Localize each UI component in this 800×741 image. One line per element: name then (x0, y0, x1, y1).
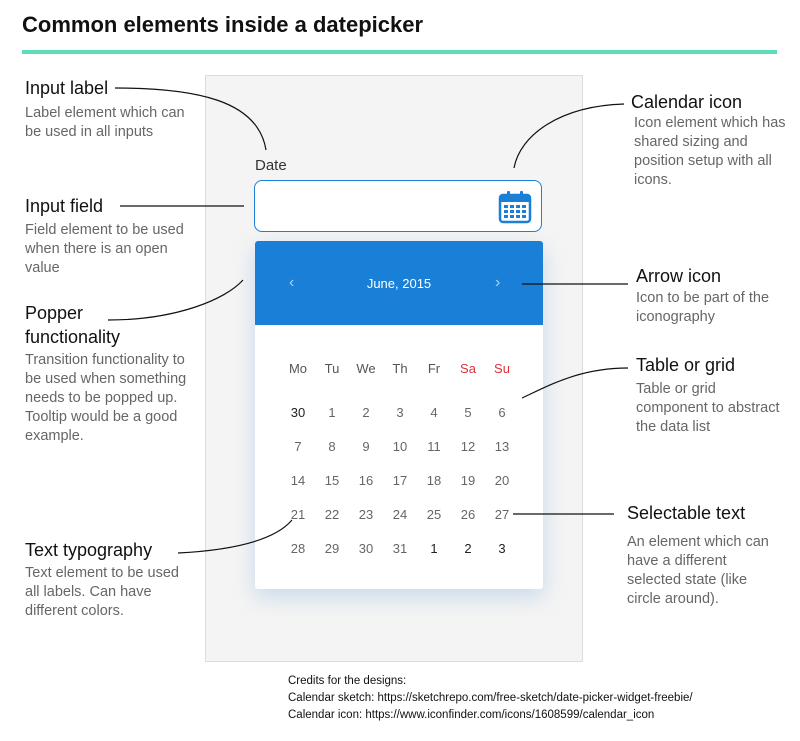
day-cell[interactable]: 13 (494, 439, 510, 454)
day-cell[interactable]: 26 (460, 507, 476, 522)
day-cell[interactable]: 21 (290, 507, 306, 522)
annotation-calendar-icon-desc: Icon element which has shared sizing and position setup with all icons. (634, 115, 786, 188)
day-cell[interactable]: 3 (498, 541, 506, 556)
day-cell[interactable]: 2 (464, 541, 472, 556)
title-divider (22, 50, 777, 54)
day-cell[interactable]: 25 (426, 507, 442, 522)
annotation-input-field-title: Input field (25, 196, 104, 216)
day-cell[interactable]: 23 (358, 507, 374, 522)
chevron-right-icon[interactable]: › (495, 274, 501, 291)
month-label: June, 2015 (366, 276, 432, 291)
annotation-calendar-icon-title: Calendar icon (631, 92, 743, 112)
weekday-header: Fr (427, 361, 441, 376)
day-cell[interactable]: 20 (494, 473, 510, 488)
annotation-popper-desc: Transition functionality to be used when something needs to be popped up. Tooltip would be a good example. (25, 352, 187, 444)
weekday-header: Mo (288, 361, 308, 376)
day-cell[interactable]: 1 (328, 405, 336, 420)
annotation-table-grid-desc: Table or grid component to abstract the data list (636, 381, 780, 435)
chevron-left-icon[interactable]: ‹ (289, 274, 295, 291)
day-cell[interactable]: 19 (460, 473, 476, 488)
calendar-icon[interactable] (498, 190, 532, 224)
annotation-arrow-icon-title: Arrow icon (636, 266, 722, 286)
day-cell[interactable]: 31 (392, 541, 408, 556)
calendar-header (255, 241, 543, 325)
day-cell[interactable]: 10 (392, 439, 408, 454)
credits-sketch: Calendar sketch: https://sketchrepo.com/free-sketch/date-picker-widget-freebie/ (288, 692, 693, 704)
annotation-selectable-text-title: Selectable text (627, 503, 746, 523)
annotation-input-label-desc: Label element which can be used in all inputs (25, 105, 185, 140)
date-input-label: Date (255, 157, 287, 174)
day-cell[interactable]: 17 (392, 473, 408, 488)
day-cell[interactable]: 18 (426, 473, 442, 488)
weekday-header: We (356, 361, 376, 376)
credits-icon: Calendar icon: https://www.iconfinder.com/icons/1608599/calendar_icon (288, 709, 655, 721)
day-cell[interactable]: 7 (294, 439, 302, 454)
annotation-arrow-icon-desc: Icon to be part of the iconography (636, 290, 770, 325)
day-cell[interactable]: 28 (290, 541, 306, 556)
day-cell[interactable]: 30 (290, 405, 306, 420)
day-cell[interactable]: 9 (362, 439, 370, 454)
weekday-header: Su (494, 361, 510, 376)
day-cell[interactable]: 5 (464, 405, 472, 420)
page-title: Common elements inside a datepicker (22, 12, 424, 37)
day-cell[interactable]: 29 (324, 541, 340, 556)
day-cell[interactable]: 12 (460, 439, 476, 454)
day-cell[interactable]: 24 (392, 507, 408, 522)
day-cell[interactable]: 14 (290, 473, 306, 488)
weekday-header: Th (392, 361, 408, 376)
day-cell[interactable]: 22 (324, 507, 340, 522)
day-cell[interactable]: 30 (358, 541, 374, 556)
day-cell[interactable]: 8 (328, 439, 336, 454)
day-cell[interactable]: 2 (362, 405, 370, 420)
annotation-selectable-text-desc: An element which can have a different selected state (like circle around). (627, 534, 769, 607)
credits-heading: Credits for the designs: (288, 675, 407, 687)
day-cell[interactable]: 16 (358, 473, 374, 488)
annotation-text-typography-desc: Text element to be used all labels. Can have different colors. (25, 565, 179, 619)
weekday-header: Tu (324, 361, 340, 376)
annotation-table-grid-title: Table or grid (636, 355, 736, 375)
annotation-input-label-title: Input label (25, 78, 109, 98)
day-cell[interactable]: 6 (498, 405, 506, 420)
day-cell[interactable]: 4 (430, 405, 438, 420)
day-cell[interactable]: 15 (324, 473, 340, 488)
calendar-popper (255, 241, 543, 589)
day-cell[interactable]: 3 (396, 405, 404, 420)
annotation-popper-title: Popper functionality (25, 303, 121, 347)
annotation-input-field-desc: Field element to be used when there is an open value (25, 222, 184, 276)
day-cell[interactable]: 1 (430, 541, 438, 556)
annotation-text-typography-title: Text typography (25, 540, 153, 560)
day-cell[interactable]: 27 (494, 507, 510, 522)
weekday-header: Sa (460, 361, 476, 376)
day-cell[interactable]: 11 (427, 439, 441, 454)
